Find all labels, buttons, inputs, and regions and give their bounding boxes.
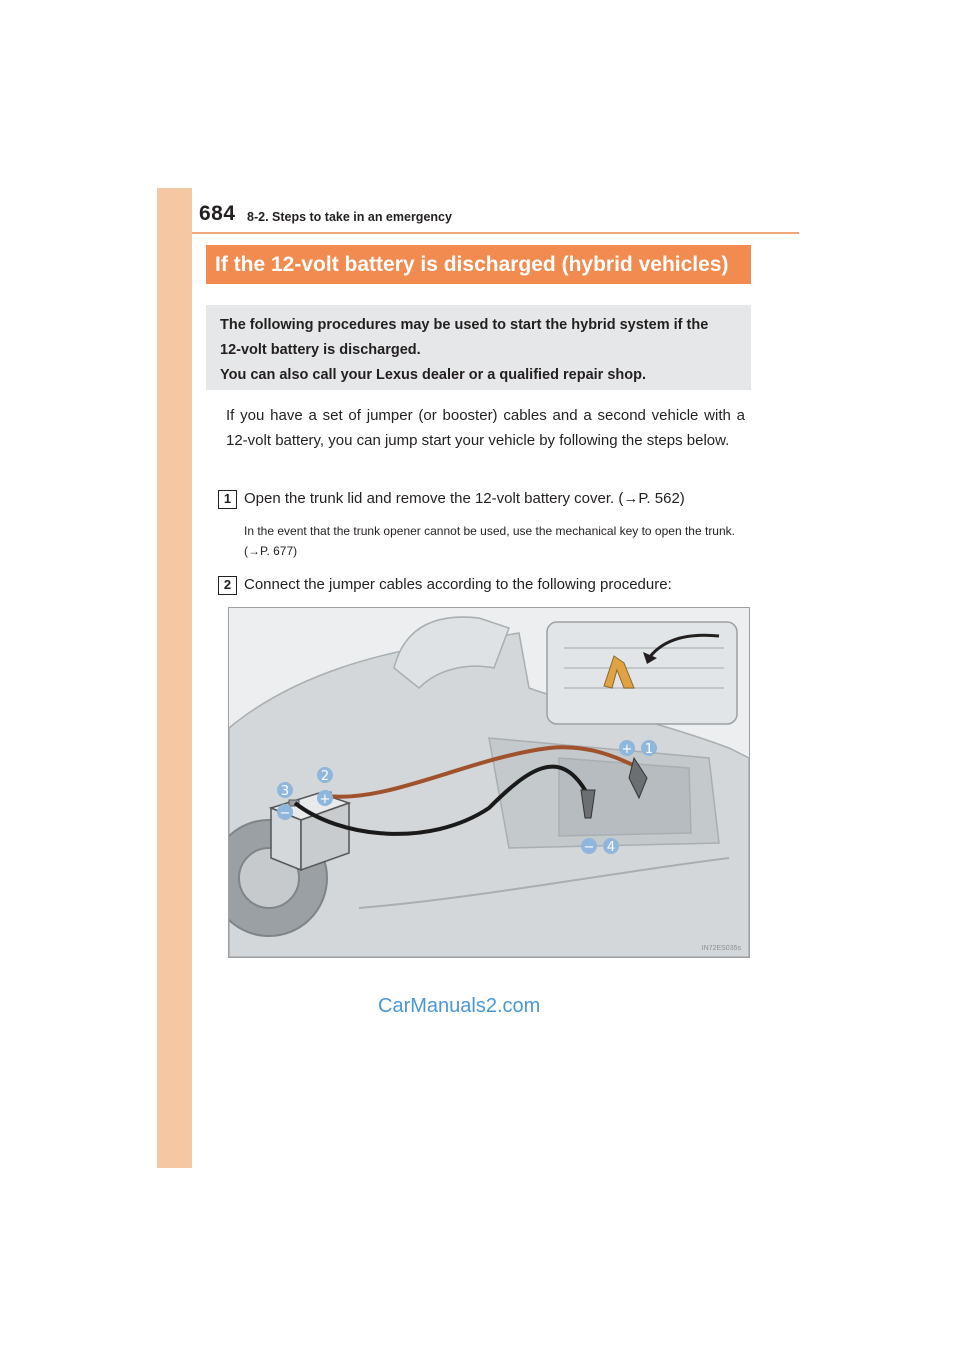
body-paragraph: If you have a set of jumper (or booster) cables and a second vehicle with a 12-volt battery, you can jump start your vehicle by following the steps below.: [226, 407, 745, 449]
callout-label: 2: [320, 769, 330, 784]
header-rule: [192, 232, 799, 234]
jump-start-illustration: [228, 607, 750, 958]
callout-label: 1: [644, 742, 654, 757]
callout-label: 4: [606, 840, 616, 855]
chapter-side-tab: [157, 188, 192, 1168]
step-note: In the event that the trunk opener cannot be used, use the mechanical key to open the trunk. (→P. 677): [244, 524, 735, 558]
inset-detail-illustration: [547, 622, 737, 724]
intro-line: The following procedures may be used to start the hybrid system if the: [220, 317, 709, 333]
running-header: 8-2. Steps to take in an emergency: [247, 210, 452, 224]
intro-line: You can also call your Lexus dealer or a qualified repair shop.: [220, 367, 647, 383]
watermark: CarManuals2.com: [378, 995, 541, 1017]
section-title: If the 12-volt battery is discharged (hybrid vehicles): [215, 252, 729, 276]
step-text: Connect the jumper cables according to the following procedure:: [244, 576, 672, 593]
polarity-label: −: [279, 806, 291, 821]
page-number: 684: [199, 202, 236, 225]
step-number-badge: 2: [218, 576, 237, 595]
polarity-label: +: [319, 792, 331, 807]
polarity-label: −: [583, 840, 595, 855]
intro-line: 12-volt battery is discharged.: [220, 342, 421, 358]
polarity-label: +: [621, 742, 633, 757]
callout-label: 3: [280, 784, 290, 799]
intro-box: [206, 305, 751, 390]
section-banner: [206, 245, 751, 284]
step-text: Open the trunk lid and remove the 12-volt battery cover. (→P. 562): [244, 490, 685, 507]
figure-code: IN72ES035s: [701, 945, 741, 952]
step-number-badge: 1: [218, 490, 237, 509]
